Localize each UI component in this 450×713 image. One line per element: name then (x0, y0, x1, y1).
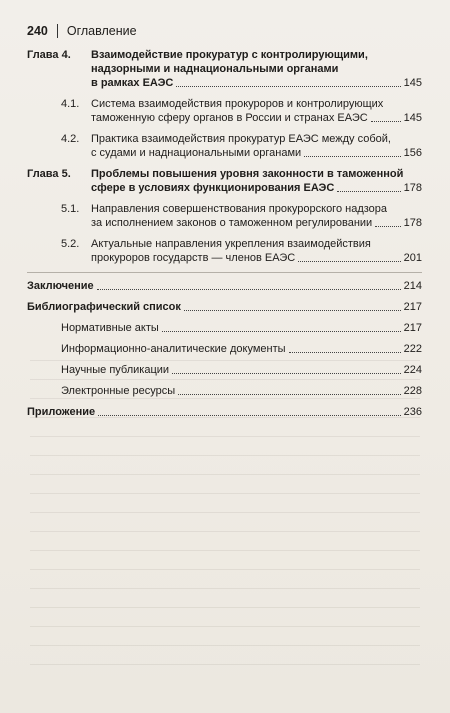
toc-entry-page: 178 (403, 217, 422, 229)
toc-entry (27, 321, 422, 335)
toc-entry-page: 217 (403, 322, 422, 334)
toc-entry (27, 363, 422, 377)
table-of-contents (27, 48, 422, 426)
toc-entry-title-line: Заключение (27, 280, 94, 292)
toc-entry (27, 132, 422, 160)
toc-entry-title-line: Информационно-аналитические документы (61, 343, 286, 355)
toc-entry (27, 167, 422, 195)
toc-entry-title-line: Библиографический список (27, 301, 181, 313)
section-divider (27, 272, 422, 273)
toc-entry-title-line: сфере в условиях функционирования ЕАЭС (91, 182, 335, 194)
toc-entry-number: Глава 5. (27, 168, 71, 180)
toc-entry-title-line: Система взаимодействия прокуроров и контролирующих (91, 98, 384, 110)
toc-entry-page: 228 (403, 385, 422, 397)
dot-leader (172, 373, 401, 374)
toc-entry-page: 224 (403, 364, 422, 376)
toc-entry-title-line: Актуальные направления укрепления взаимодействия (91, 238, 371, 250)
toc-entry-page: 156 (403, 147, 422, 159)
toc-entry-title-line: надзорными и наднациональными органами (91, 63, 339, 75)
dot-leader (98, 415, 401, 416)
dot-leader (371, 121, 401, 122)
toc-entry-page: 222 (403, 343, 422, 355)
toc-entry-title-line: Проблемы повышения уровня законности в таможенной (91, 168, 404, 180)
dot-leader (178, 394, 400, 395)
dot-leader (298, 261, 400, 262)
dot-leader (162, 331, 401, 332)
toc-entry-page: 217 (403, 301, 422, 313)
toc-entry (27, 237, 422, 265)
toc-entry-number: 5.1. (61, 203, 80, 215)
dot-leader (289, 352, 401, 353)
toc-entry (27, 342, 422, 356)
toc-entry-title-line: за исполнением законов о таможенном регулировании (91, 217, 373, 229)
toc-entry-page: 236 (403, 406, 422, 418)
header-title: Оглавление (66, 24, 137, 38)
toc-entry-title-line: таможенную сферу органов в России и странах ЕАЭС (91, 112, 368, 124)
toc-entry (27, 384, 422, 398)
toc-entry-title-line: в рамках ЕАЭС (91, 77, 174, 89)
toc-entry (27, 97, 422, 125)
toc-entry-number: Глава 4. (27, 49, 71, 61)
toc-entry-page: 214 (403, 280, 422, 292)
dot-leader (176, 86, 400, 87)
dot-leader (337, 191, 400, 192)
toc-entry-title-line: Научные публикации (61, 364, 170, 376)
dot-leader (375, 226, 400, 227)
toc-entry-number: 4.1. (61, 98, 80, 110)
toc-entry-title-line: Электронные ресурсы (61, 385, 176, 397)
toc-entry (27, 48, 422, 90)
toc-entry-number: 5.2. (61, 238, 80, 250)
toc-entry-title-line: Взаимодействие прокуратур с контролирующими, (91, 49, 368, 61)
toc-entry-number: 4.2. (61, 133, 80, 145)
dot-leader (97, 289, 401, 290)
toc-entry (27, 405, 422, 419)
toc-entry-title-line: Практика взаимодействия прокуратур ЕАЭС между собой, (91, 133, 391, 145)
toc-entry (27, 202, 422, 230)
toc-entry (27, 279, 422, 293)
toc-entry-page: 201 (403, 252, 422, 264)
page-number: 240 (27, 24, 48, 38)
toc-entry-title-line: с судами и наднациональными органами (91, 147, 302, 159)
toc-entry-title-line: Направления совершенствования прокурорского надзора (91, 203, 388, 215)
toc-entry-page: 145 (403, 77, 422, 89)
toc-entry-title-line: прокуроров государств — членов ЕАЭС (91, 252, 296, 264)
toc-entry-title-line: Приложение (27, 406, 96, 418)
toc-entry (27, 300, 422, 314)
dot-leader (304, 156, 400, 157)
running-header (27, 24, 137, 38)
header-divider (57, 24, 58, 38)
toc-entry-title-line: Нормативные акты (61, 322, 159, 334)
dot-leader (184, 310, 401, 311)
toc-entry-page: 145 (403, 112, 422, 124)
toc-entry-page: 178 (403, 182, 422, 194)
